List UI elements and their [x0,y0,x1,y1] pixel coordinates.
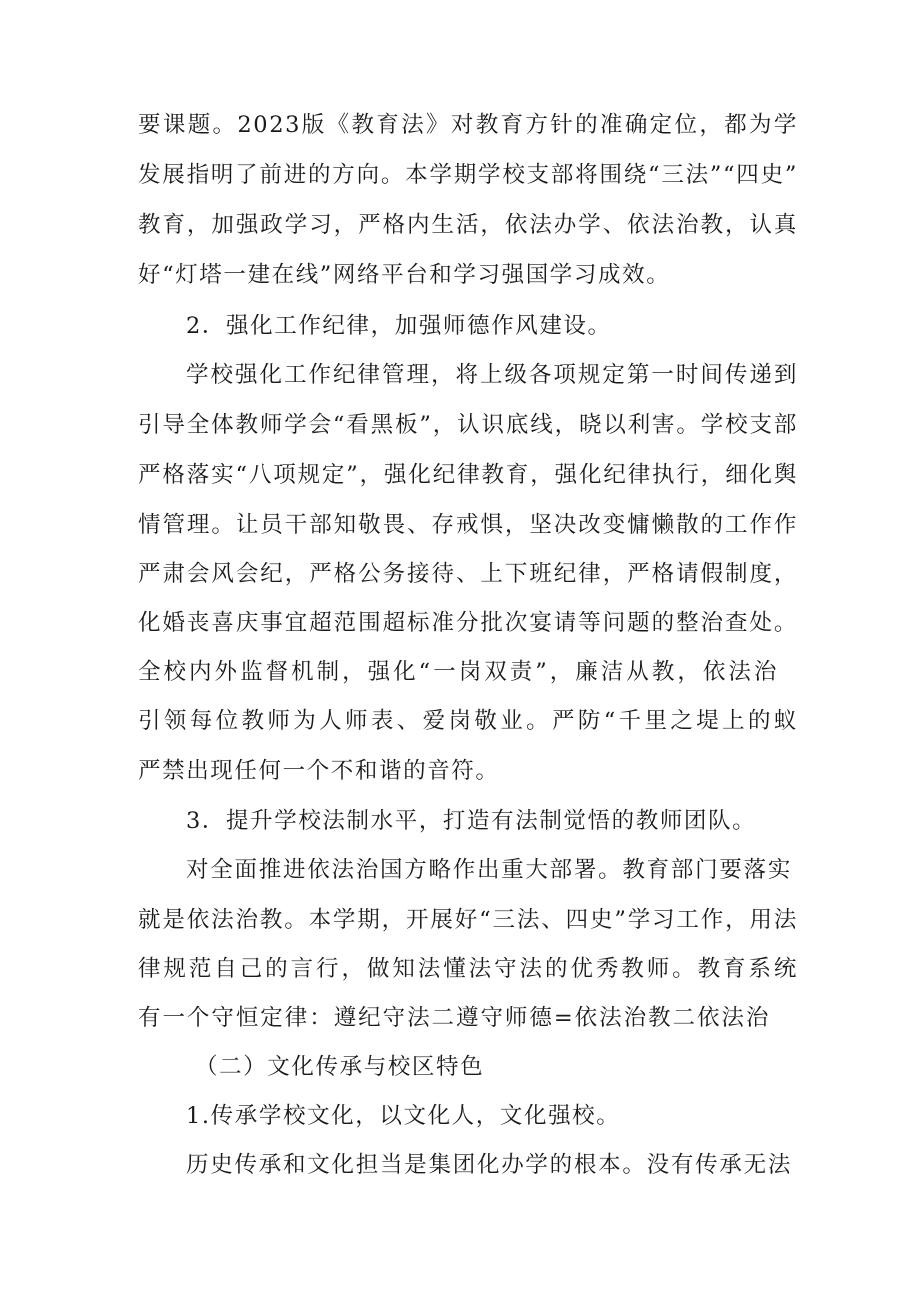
paragraph-line: 情管理。让员干部知敬畏、存戒惧，坚决改变慵懒散的工作作 [138,512,798,538]
paragraph-line: 律规范自己的言行，做知法懂法守法的优秀教师。教育系统 [138,956,798,982]
section-heading: 1.传承学校文化，以文化人，文化强校。 [186,1103,621,1129]
paragraph-line: 发展指明了前进的方向。本学期学校支部将围绕“三法”“四史” [138,162,798,188]
section-heading: （二）文化传承与校区特色 [195,1054,485,1080]
section-heading: 3．提升学校法制水平，打造有法制觉悟的教师团队。 [186,808,757,834]
paragraph-line: 对全面推进依法治国方略作出重大部署。教育部门要落实 [186,857,792,883]
paragraph-line: 要课题。2023版《教育法》对教育方针的准确定位，都为学 [138,112,798,138]
paragraph-line: 严禁出现任何一个不和谐的音符。 [138,758,500,784]
paragraph-line: 就是依法治教。本学期，开展好“三法、四史”学习工作，用法 [138,907,798,933]
paragraph-line: 教育，加强政学习，严格内生活，依法办学、依法治教，认真 [138,212,798,238]
paragraph-line: 有一个守恒定律：遵纪守法二遵守师德=依法治教二依法治 [138,1005,770,1031]
paragraph-line: 化婚丧喜庆事宜超范围超标准分批次宴请等问题的整治查处。 [138,610,798,636]
paragraph-line: 历史传承和文化担当是集团化办学的根本。没有传承无法 [186,1152,792,1178]
paragraph-line: 好“灯塔一建在线”网络平台和学习强国学习成效。 [138,262,671,288]
section-heading: 2．强化工作纪律，加强师德作风建设。 [186,313,612,339]
paragraph-line: 引领每位教师为人师表、爱岗敬业。严防“千里之堤上的蚁 [138,708,798,734]
paragraph-line: 严肃会风会纪，严格公务接待、上下班纪律，严格请假制度， [138,561,798,587]
paragraph-line: 学校强化工作纪律管理，将上级各项规定第一时间传递到 [186,362,798,388]
paragraph-line: 全校内外监督机制，强化“一岗双责”，廉洁从教，依法治 [138,659,778,685]
paragraph-line: 严格落实“八项规定”，强化纪律教育，强化纪律执行，细化舆 [138,462,798,488]
paragraph-line: 引导全体教师学会“看黑板”，认识底线，晓以利害。学校支部 [138,412,798,438]
